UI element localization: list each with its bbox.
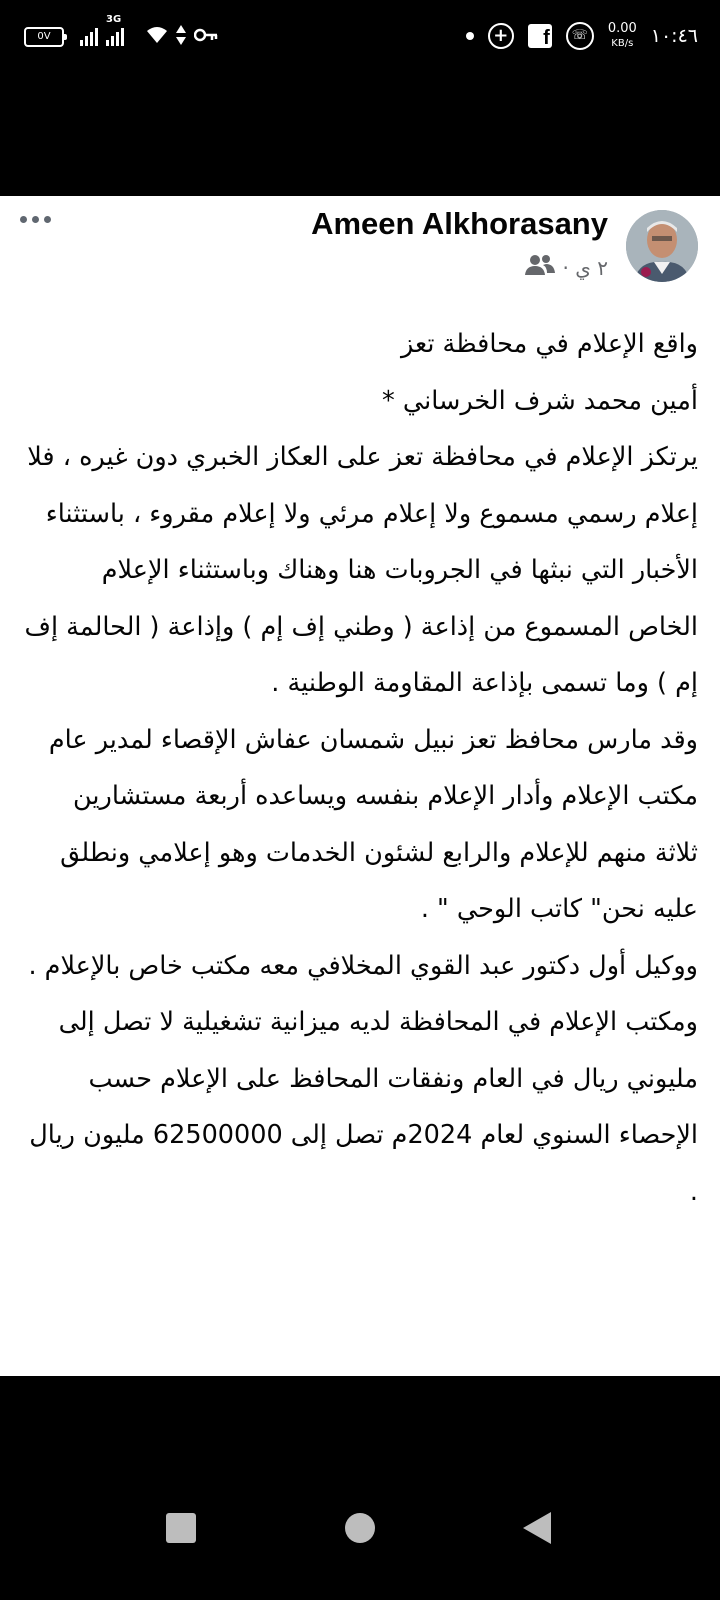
messenger-icon: + bbox=[488, 23, 514, 49]
vpn-key-icon bbox=[194, 28, 218, 46]
post-paragraph: ووكيل أول دكتور عبد القوي المخلافي معه مكتب خاص بالإعلام . bbox=[28, 950, 698, 981]
post-byline: أمين محمد شرف الخرساني * bbox=[381, 385, 698, 416]
friends-icon bbox=[525, 254, 555, 281]
speed-value: 0.00 bbox=[607, 21, 637, 36]
speed-unit: KB/s bbox=[611, 38, 634, 49]
data-arrows-icon bbox=[176, 25, 186, 49]
post-body bbox=[24, 316, 698, 1220]
clock: ١٠:٤٦ bbox=[650, 25, 698, 47]
wifi-icon bbox=[146, 26, 168, 48]
post-meta bbox=[525, 254, 608, 281]
author-name[interactable]: Ameen Alkhorasany bbox=[311, 206, 608, 241]
post-paragraph: يرتكز الإعلام في محافظة تعز على العكاز الخبري دون غيره ، فلا إعلام رسمي مسموع ولا إعلام مرئي ولا إعلام مقروء ، باستثناء الأخبار التي نبثها في الجروبات هنا وهناك وباستثناء الإعلام الخاص المسموع من إذاعة ( وطني إف إم ) وإذاعة ( الحالمة إف إم ) وما تسمى بإذاعة المقاومة الوطنية . bbox=[24, 442, 698, 698]
recents-icon[interactable] bbox=[166, 1513, 196, 1543]
back-icon[interactable] bbox=[523, 1512, 551, 1544]
post-title: واقع الإعلام في محافظة تعز bbox=[400, 329, 698, 359]
facebook-icon: f bbox=[528, 24, 552, 48]
battery-icon bbox=[24, 27, 64, 47]
status-bar bbox=[0, 0, 720, 196]
navigation-bar bbox=[0, 1376, 720, 1600]
home-icon[interactable] bbox=[345, 1513, 375, 1543]
signal-icon bbox=[80, 28, 98, 46]
post-time[interactable]: ٢ ي · bbox=[562, 255, 608, 280]
more-dots-icon[interactable] bbox=[20, 216, 51, 223]
network-type-label: 3G bbox=[106, 14, 122, 25]
signal-3g-icon bbox=[106, 14, 124, 46]
status-left-icons bbox=[24, 14, 218, 52]
battery-label: 0V bbox=[37, 31, 51, 42]
post-paragraph: ومكتب الإعلام في المحافظة لديه ميزانية تشغيلية لا تصل إلى مليوني ريال في العام ونفقات المحافظ على الإعلام حسب الإحصاء السنوي لعام 2024م تصل إلى 62500000 مليون ريال . bbox=[29, 1007, 698, 1207]
network-speed bbox=[608, 21, 637, 51]
facebook-post bbox=[0, 196, 720, 1376]
avatar[interactable] bbox=[626, 210, 698, 282]
whatsapp-icon: ☏ bbox=[566, 22, 594, 50]
status-right-icons bbox=[466, 18, 698, 54]
notification-dot-icon bbox=[466, 32, 474, 40]
post-paragraph: وقد مارس محافظ تعز نبيل شمسان عفاش الإقصاء لمدير عام مكتب الإعلام وأدار الإعلام بنفسه ويساعده أربعة مستشارين ثلاثة منهم للإعلام والرابع لشئون الخدمات وهو إعلامي ونطلق عليه نحن" كاتب الوحي " . bbox=[48, 724, 698, 924]
